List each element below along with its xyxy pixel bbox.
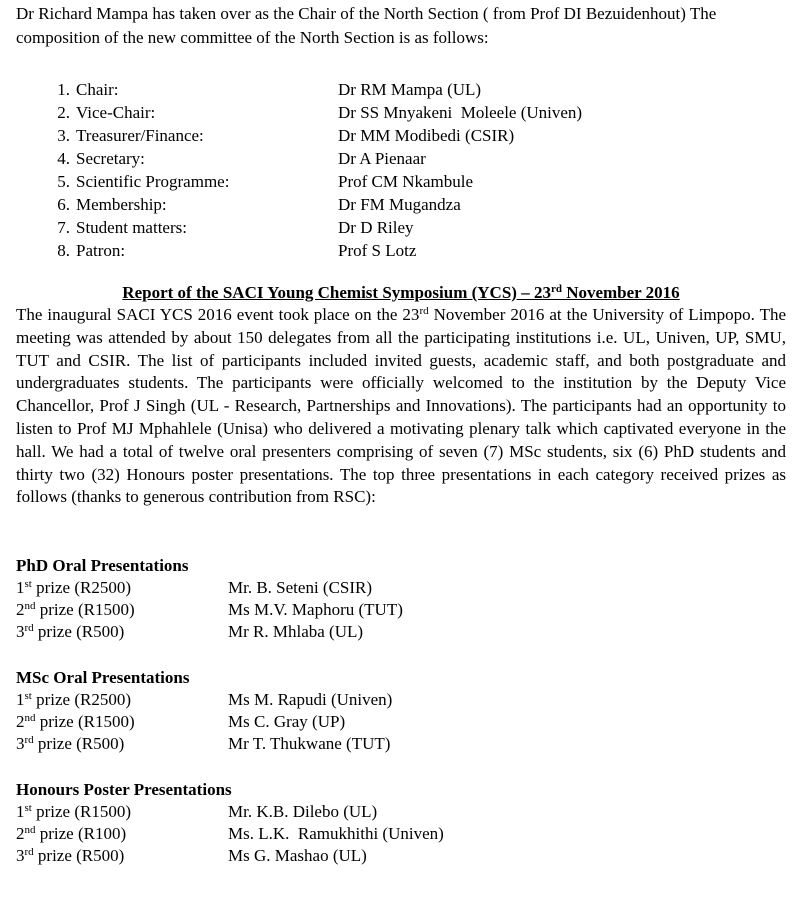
winner-name: Mr T. Thukwane (TUT) — [228, 734, 391, 753]
prize-label: 2nd prize (R100) — [16, 824, 127, 843]
committee-person: Prof CM Nkambule — [338, 172, 474, 191]
committee-item — [48, 193, 748, 216]
prize-label: 3rd prize (R500) — [16, 734, 125, 753]
winner-name: Ms M.V. Maphoru (TUT) — [228, 600, 403, 619]
section-heading: PhD Oral Presentations — [16, 556, 189, 575]
winner-name: Ms. L.K. Ramukhithi (Univen) — [228, 824, 444, 843]
award-row — [16, 845, 716, 867]
section-heading: MSc Oral Presentations — [16, 668, 190, 687]
committee-role: Treasurer/Finance: — [76, 126, 204, 145]
item-number: 3. — [57, 126, 70, 145]
committee-role: Membership: — [76, 195, 167, 214]
report-text-continued: November 2016 at the University of Limpopo. The meeting was attended by about 150 delegates from all the participating institutions i.e. UL, Univen, UP, SMU, TUT and CSIR. The list of participants included invited guests, academic staff, and both postgraduate and undergraduates students. The participants were officially welcomed to the institution by the Deputy Vice Chancellor, Prof J Singh (UL - Research, Partnerships and Innovations). The participants had an opportunity to listen to Prof MJ Mphahlele (Unisa) who delivered a motivating plenary talk which captivated everyone in the hall. We had a total of twelve oral presenters comprising of seven (7) MSc students, six (6) PhD students and thirty two (32) Honours poster presentations. The top three presentations in each category received prizes as follows (thanks to generous contribution from RSC): — [16, 305, 787, 507]
prize-label: 2nd prize (R1500) — [16, 712, 135, 731]
winner-name: Mr R. Mhlaba (UL) — [228, 622, 364, 641]
item-number: 7. — [57, 218, 70, 237]
committee-item — [48, 239, 748, 262]
committee-person: Dr FM Mugandza — [338, 195, 461, 214]
award-section-msc — [16, 667, 716, 755]
committee-role: Vice-Chair: — [76, 103, 156, 122]
item-number: 8. — [57, 241, 70, 260]
prize-label: 1st prize (R2500) — [16, 578, 131, 597]
award-row — [16, 599, 716, 621]
prize-label: 2nd prize (R1500) — [16, 600, 135, 619]
committee-person: Dr MM Modibedi (CSIR) — [338, 126, 515, 145]
item-number: 4. — [57, 149, 70, 168]
committee-role: Secretary: — [76, 149, 145, 168]
prize-label: 1st prize (R2500) — [16, 690, 131, 709]
committee-person: Prof S Lotz — [338, 241, 417, 260]
prize-label: 3rd prize (R500) — [16, 622, 125, 641]
committee-item — [48, 170, 748, 193]
winner-name: Mr. B. Seteni (CSIR) — [228, 578, 373, 597]
committee-list — [48, 78, 748, 262]
award-row — [16, 711, 716, 733]
ordinal-suffix: rd — [419, 305, 429, 317]
committee-person: Dr A Pienaar — [338, 149, 426, 168]
winner-name: Mr. K.B. Dilebo (UL) — [228, 802, 378, 821]
committee-role: Student matters: — [76, 218, 187, 237]
committee-item — [48, 124, 748, 147]
report-title-text: Report of the SACI Young Chemist Symposium (YCS) – 23 — [122, 283, 551, 302]
report-text: The inaugural SACI YCS 2016 event took place on the 23 — [16, 305, 420, 324]
committee-role: Chair: — [76, 80, 119, 99]
item-number: 6. — [57, 195, 70, 214]
committee-role: Scientific Programme: — [76, 172, 230, 191]
section-heading: Honours Poster Presentations — [16, 780, 232, 799]
award-row — [16, 621, 716, 643]
committee-role: Patron: — [76, 241, 126, 260]
ordinal-suffix: rd — [550, 283, 562, 295]
committee-person: Dr D Riley — [338, 218, 414, 237]
committee-item — [48, 147, 748, 170]
award-row — [16, 689, 716, 711]
item-number: 2. — [57, 103, 70, 122]
report-title — [16, 282, 786, 304]
report-paragraph — [16, 304, 786, 509]
award-row — [16, 823, 716, 845]
committee-item — [48, 216, 748, 239]
winner-name: Ms M. Rapudi (Univen) — [228, 690, 393, 709]
prize-label: 1st prize (R1500) — [16, 802, 131, 821]
committee-person: Dr RM Mampa (UL) — [338, 80, 482, 99]
committee-item — [48, 78, 748, 101]
award-row — [16, 577, 716, 599]
prize-label: 3rd prize (R500) — [16, 846, 125, 865]
award-row — [16, 733, 716, 755]
award-section-phd — [16, 555, 716, 643]
committee-item — [48, 101, 748, 124]
winner-name: Ms G. Mashao (UL) — [228, 846, 367, 865]
item-number: 5. — [57, 172, 70, 191]
award-row — [16, 801, 716, 823]
award-section-honours — [16, 779, 716, 867]
committee-person: Dr SS Mnyakeni Moleele (Univen) — [338, 103, 583, 122]
report-title-text-end: November 2016 — [561, 283, 680, 302]
item-number: 1. — [57, 80, 70, 99]
winner-name: Ms C. Gray (UP) — [228, 712, 346, 731]
intro-paragraph: Dr Richard Mampa has taken over as the Chair of the North Section ( from Prof DI Bezuidenhout) The composition of the new committee of the North Section is as follows: — [16, 4, 717, 47]
